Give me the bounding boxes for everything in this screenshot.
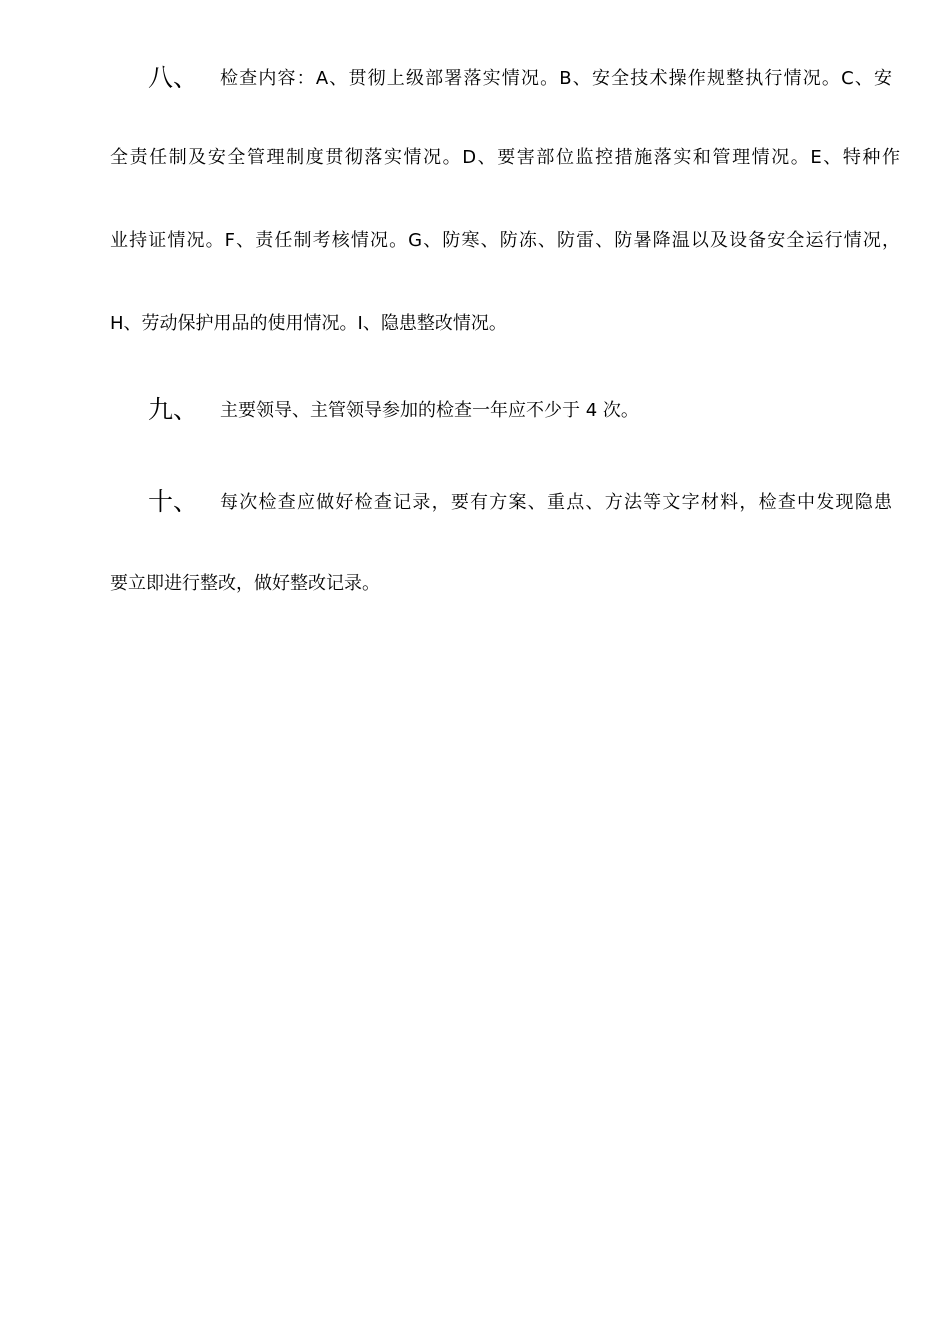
item-8-line-3: 业持证情况。F、责任制考核情况。G、防寒、防冻、防雷、防暑降温以及设备安全运行情况， xyxy=(110,230,900,251)
item-8-heading xyxy=(110,63,900,95)
item-9-heading xyxy=(110,395,900,427)
item-8-numeral: 八、 xyxy=(148,63,199,92)
item-8-line-4: H、劳动保护用品的使用情况。I、隐患整改情况。 xyxy=(110,313,507,334)
item-10-line-2: 要立即进行整改，做好整改记录。 xyxy=(110,573,380,594)
item-9-numeral: 九、 xyxy=(148,395,199,424)
item-8-line-1: 检查内容：A、贯彻上级部署落实情况。B、安全技术操作规整执行情况。C、安 xyxy=(220,68,892,89)
item-10-heading xyxy=(110,487,900,519)
item-10-line-1: 每次检查应做好检查记录，要有方案、重点、方法等文字材料，检查中发现隐患 xyxy=(220,492,892,513)
item-8-line-2: 全责任制及安全管理制度贯彻落实情况。D、要害部位监控措施落实和管理情况。E、特种作 xyxy=(110,147,900,168)
item-10-numeral: 十、 xyxy=(148,487,199,516)
item-9-line-1: 主要领导、主管领导参加的检查一年应不少于 4 次。 xyxy=(220,400,639,421)
